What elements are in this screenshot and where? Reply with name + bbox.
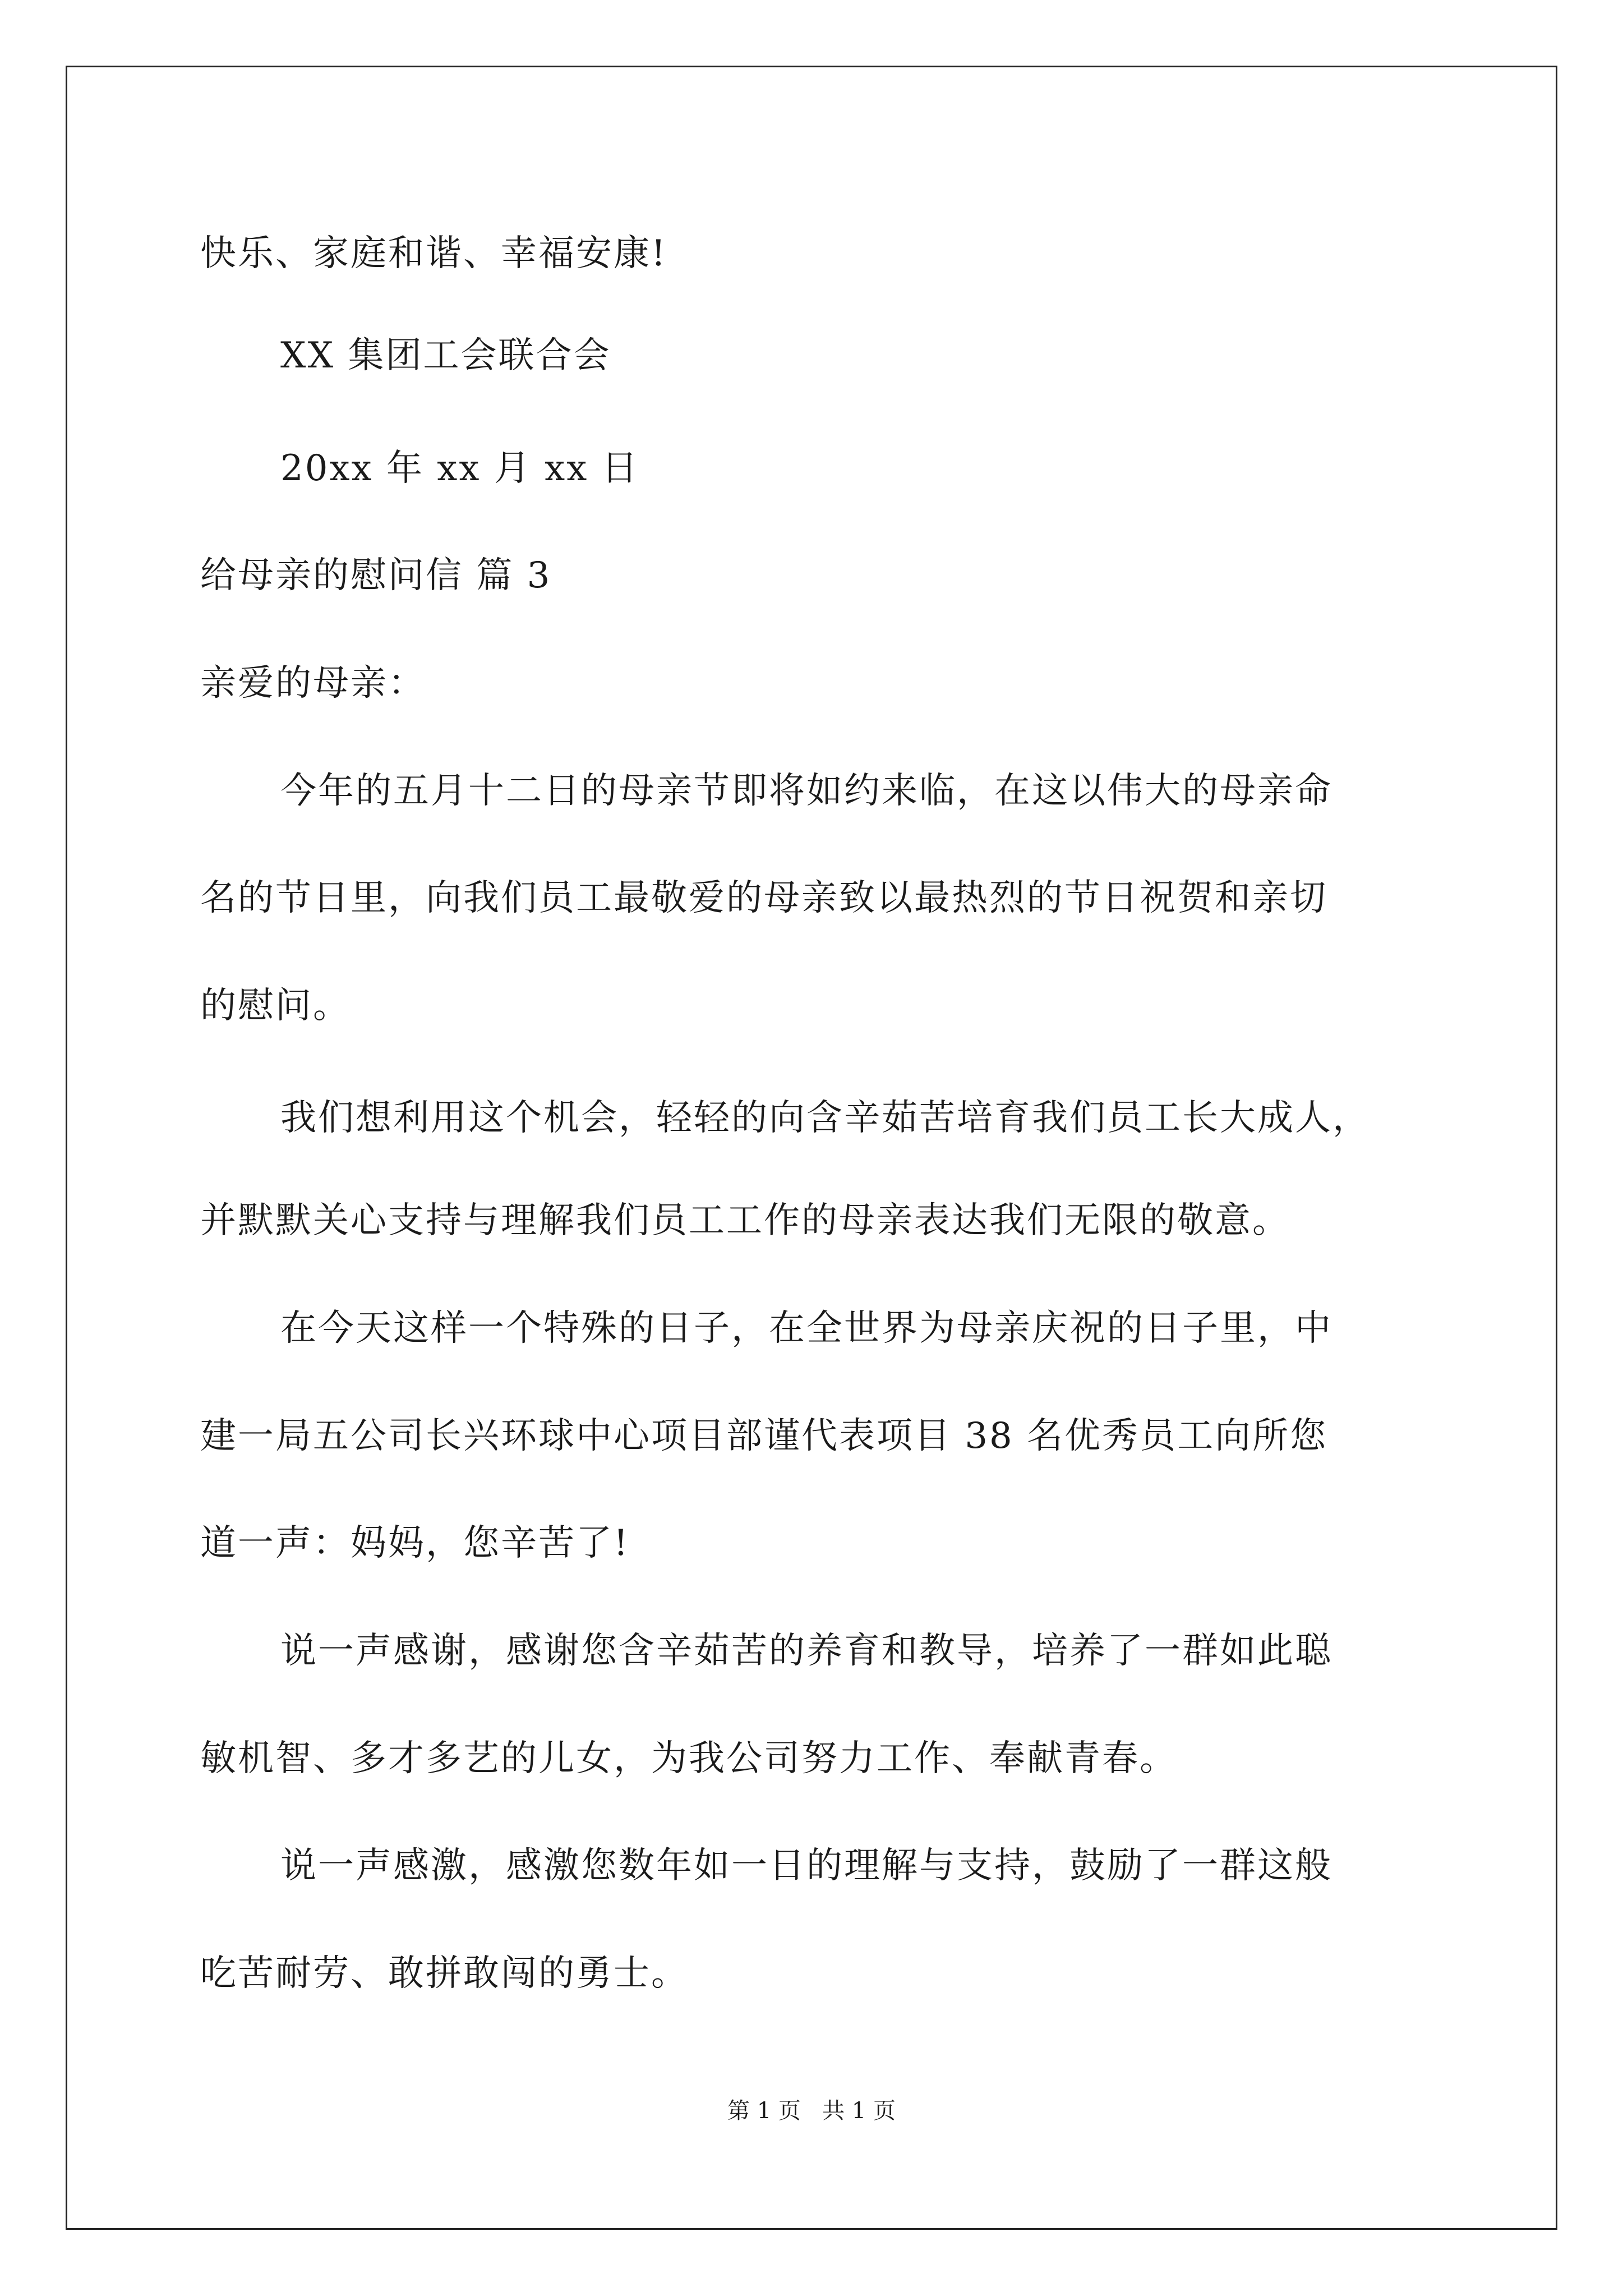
paragraph-line: 的慰问。 (200, 985, 351, 1027)
paragraph-line: 并默默关心支持与理解我们员工工作的母亲表达我们无限的敬意。 (200, 1200, 1290, 1241)
paragraph-line: 道一声：妈妈，您辛苦了! (200, 1522, 630, 1564)
paragraph-line: 说一声感谢，感谢您含辛茹苦的养育和教导，培养了一群如此聪 (280, 1630, 1332, 1672)
signature-date: 20xx 年 xx 月 xx 日 (280, 448, 639, 489)
paragraph-line: 说一声感激，感激您数年如一日的理解与支持，鼓励了一群这般 (280, 1845, 1332, 1887)
paragraph-line: 在今天这样一个特殊的日子，在全世界为母亲庆祝的日子里，中 (280, 1308, 1332, 1349)
text-line-closing-wishes: 快乐、家庭和谐、幸福安康! (200, 233, 667, 274)
signature-organization: XX 集团工会联合会 (280, 335, 611, 376)
salutation: 亲爱的母亲： (200, 662, 426, 704)
paragraph-line: 吃苦耐劳、敢拼敢闯的勇士。 (200, 1953, 689, 1994)
section-title: 给母亲的慰问信 篇 3 (200, 555, 552, 596)
paragraph-line: 敏机智、多才多艺的儿女，为我公司努力工作、奉献青春。 (200, 1738, 1177, 1779)
page-footer: 第 1 页 共 1 页 (727, 2098, 896, 2124)
paragraph-line: 我们想利用这个机会，轻轻的向含辛茹苦培育我们员工长大成人， (280, 1097, 1370, 1139)
page-border (66, 66, 1557, 2230)
paragraph-line: 建一局五公司长兴环球中心项目部谨代表项目 38 名优秀员工向所您 (200, 1415, 1328, 1457)
paragraph-line: 今年的五月十二日的母亲节即将如约来临，在这以伟大的母亲命 (280, 770, 1332, 812)
paragraph-line: 名的节日里，向我们员工最敬爱的母亲致以最热烈的节日祝贺和亲切 (200, 877, 1327, 919)
